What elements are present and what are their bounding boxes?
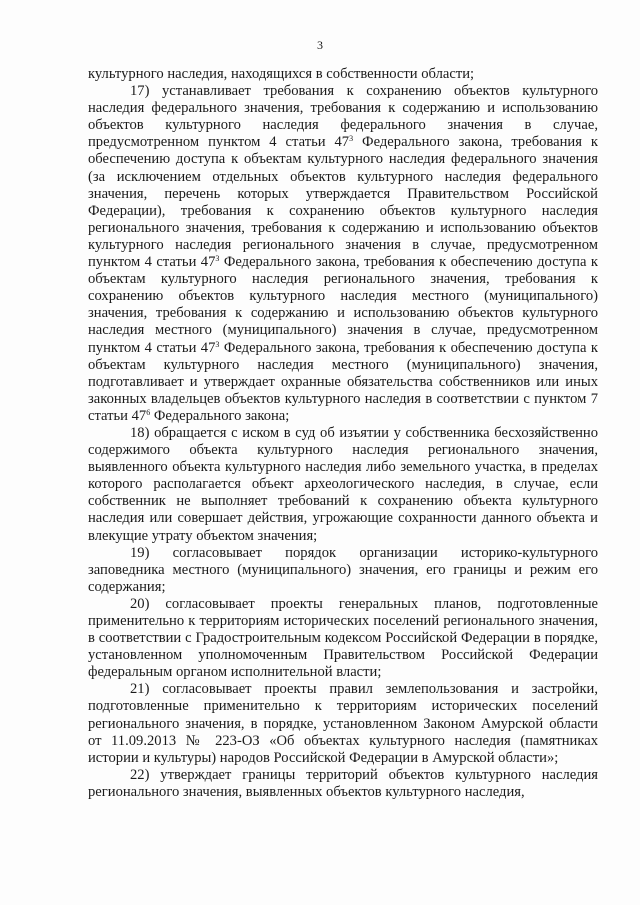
paragraph-item-20: 20) согласовывает проекты генеральных планов, подготовленные применительно к территориям исторических поселений регионального значения, в соответствии с Градостроительным кодексом Российской Федерации в порядке, установленном уполномоченным Правительством Российской Федерации федеральным органом исполнительной власти; [88, 595, 598, 681]
page-number: 3 [317, 38, 323, 52]
paragraph-item-17: 17) устанавливает требования к сохранению объектов культурного наследия федерального значения, требования к содержанию и использованию объектов культурного наследия федерального значения в случае, предусмотренном пунктом 4 статьи $47^3$ Федерального закона, требования к обеспечению доступа к объектам культурного наследия федерального значения (за исключением отдельных объектов культурного наследия федерального значения, перечень которых утверждается Правительством Российской Федерации), требования к сохранению объектов культурного наследия регионального значения, требования к содержанию и использованию объектов культурного наследия регионального значения в случае, предусмотренном пунктом 4 статьи $47^3$ Федерального закона, требования к обеспечению доступа к объектам культурного наследия регионального значения, требования к сохранению объектов культурного наследия местного (муниципального) значения, требования к содержанию и использованию объектов культурного наследия местного (муниципального) значения в случае, предусмотренном пунктом 4 статьи $47^3$ Федерального закона, требования к обеспечению доступа к объектам культурного наследия местного (муниципального) значения, подготавливает и утверждает охранные обязательства собственников или иных законных владельцев объектов культурного наследия в соответствии с пунктом 7 статьи $47^6$ Федерального закона; [88, 83, 598, 424]
document-body [88, 66, 598, 801]
paragraph-item-19: 19) согласовывает порядок организации историко-культурного заповедника местного (муниципального) значения, его границы и режим его содержания; [88, 544, 598, 595]
paragraph-item-22: 22) утверждает границы территорий объектов культурного наследия регионального значения, выявленных объектов культурного наследия, [88, 766, 598, 800]
paragraph-continuation: культурного наследия, находящихся в собственности области; [88, 66, 475, 82]
paragraph-item-21: 21) согласовывает проекты правил землепользования и застройки, подготовленные применительно к территориям исторических поселений регионального значения, в порядке, установленном Законом Амурской области от 11.09.2013 № 223-ОЗ «Об объектах культурного наследия (памятниках истории и культуры) народов Российской Федерации в Амурской области»; [88, 681, 598, 766]
paragraph-item-18: 18) обращается с иском в суд об изъятии у собственника бесхозяйственно содержимого объекта культурного наследия регионального значения, выявленного объекта культурного наследия либо земельного участка, в пределах которого располагается объект археологического наследия, в случае, если собственник не выполняет требований к сохранению объекта культурного наследия или совершает действия, угрожающие сохранности данного объекта и влекущие утрату объектом значения; [88, 424, 598, 544]
